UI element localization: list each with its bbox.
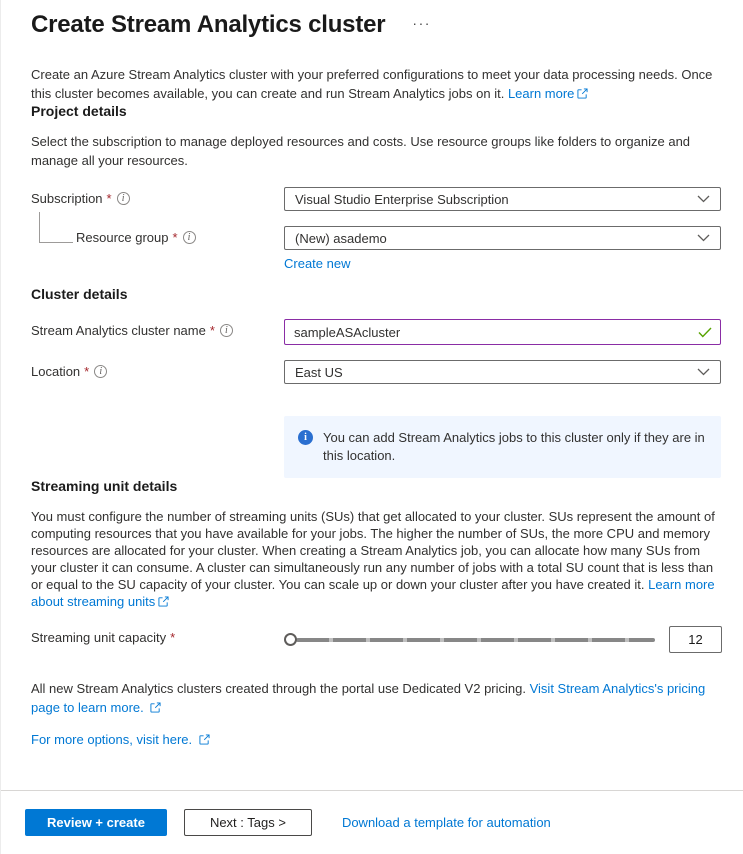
intro-paragraph [31, 65, 721, 103]
subscription-row [31, 187, 721, 211]
info-tooltip-icon[interactable]: i [220, 324, 233, 337]
slider-handle[interactable] [284, 633, 297, 646]
subscription-label-cell [31, 187, 284, 206]
streaming-learn-more-label: Learn more about streaming units [31, 577, 715, 609]
resource-group-dropdown[interactable] [284, 226, 721, 250]
capacity-value-input[interactable] [669, 626, 722, 653]
streaming-unit-description [31, 508, 721, 610]
resource-group-value: (New) asademo [295, 230, 387, 246]
location-value: East US [295, 364, 343, 380]
required-asterisk: * [106, 191, 112, 206]
indent-connector-line [39, 212, 73, 243]
download-template-link[interactable]: Download a template for automation [341, 815, 551, 830]
spacer-cell [31, 399, 284, 403]
capacity-label-cell [31, 626, 284, 645]
location-row [31, 360, 721, 384]
required-asterisk: * [170, 630, 176, 645]
info-tooltip-icon[interactable]: i [117, 192, 130, 205]
learn-more-link[interactable] [508, 86, 588, 101]
cluster-name-input[interactable] [284, 319, 721, 345]
external-link-icon [577, 88, 588, 99]
location-dropdown[interactable] [284, 360, 721, 384]
page-title: Create Stream Analytics cluster [31, 11, 386, 38]
streaming-unit-details-heading: Streaming unit details [31, 478, 178, 494]
subscription-dropdown[interactable] [284, 187, 721, 211]
project-details-heading: Project details [31, 103, 127, 119]
info-tooltip-icon[interactable]: i [94, 365, 107, 378]
cluster-details-form [31, 319, 721, 478]
required-asterisk: * [84, 364, 90, 379]
more-options-paragraph [31, 730, 721, 749]
subscription-label: Subscription [31, 191, 103, 206]
location-label-cell [31, 360, 284, 379]
required-asterisk: * [172, 230, 178, 245]
resource-group-row [31, 226, 721, 271]
chevron-down-icon [697, 195, 710, 203]
external-link-icon [150, 702, 161, 713]
cluster-details-heading: Cluster details [31, 286, 128, 302]
project-details-description: Select the subscription to manage deployed resources and costs. Use resource groups like folders to organize and manage all your resources. [31, 134, 691, 168]
capacity-slider [284, 626, 722, 653]
learn-more-label: Learn more [507, 86, 575, 101]
next-tags-button[interactable]: Next : Tags > [184, 809, 312, 836]
review-create-button[interactable]: Review + create [25, 809, 167, 836]
blade-footer [1, 790, 743, 854]
more-options-icon[interactable]: ··· [412, 15, 431, 31]
cluster-name-row [31, 319, 721, 345]
pricing-text: All new Stream Analytics clusters created through the portal use Dedicated V2 pricing. [31, 681, 526, 696]
capacity-label: Streaming unit capacity [31, 630, 167, 645]
required-asterisk: * [209, 323, 215, 338]
blade-header [31, 10, 721, 40]
project-details-form [31, 187, 721, 271]
create-cluster-blade [1, 0, 743, 749]
streaming-description-text: You must configure the number of streaming units (SUs) that get allocated to your cluster. SUs represent the amount of computing resources that you have available for your jobs. The higher the number of SUs, the more CPU and memory resources are allocated for your cluster. When creating a Stream Analytics job, you can allocate how many SUs from your cluster it can consume. A cluster can simultaneously run any number of jobs with a total SU count that is less than or equal to the SU capacity of your cluster. You can scale up or down your cluster after you have created it. [31, 509, 715, 592]
more-options-link[interactable] [31, 732, 210, 747]
info-filled-icon: i [298, 430, 313, 445]
location-info-box [284, 416, 721, 478]
intro-text: Create an Azure Stream Analytics cluster with your preferred configurations to meet your data processing needs. Once this cluster becomes available, you can create and run Stream Analytics jobs on it. [31, 67, 713, 101]
create-new-link[interactable]: Create new [284, 256, 351, 271]
location-info-text: You can add Stream Analytics jobs to this cluster only if they are in this location. [323, 430, 705, 463]
pricing-link-label: Visit Stream Analytics's pricing page to learn more. [31, 681, 706, 715]
more-options-label: For more options, visit here. [31, 732, 193, 747]
chevron-down-icon [697, 368, 710, 376]
pricing-paragraph [31, 679, 721, 717]
cluster-name-label: Stream Analytics cluster name [31, 323, 206, 338]
external-link-icon [158, 596, 169, 607]
valid-check-icon [698, 327, 712, 338]
location-info-row [31, 399, 721, 478]
info-tooltip-icon[interactable]: i [183, 231, 196, 244]
slider-track[interactable] [296, 638, 655, 642]
resource-group-label: Resource group [76, 230, 169, 245]
chevron-down-icon [697, 234, 710, 242]
location-label: Location [31, 364, 81, 379]
external-link-icon [199, 734, 210, 745]
cluster-name-label-cell [31, 319, 284, 338]
capacity-row [31, 626, 721, 653]
subscription-value: Visual Studio Enterprise Subscription [295, 191, 509, 207]
